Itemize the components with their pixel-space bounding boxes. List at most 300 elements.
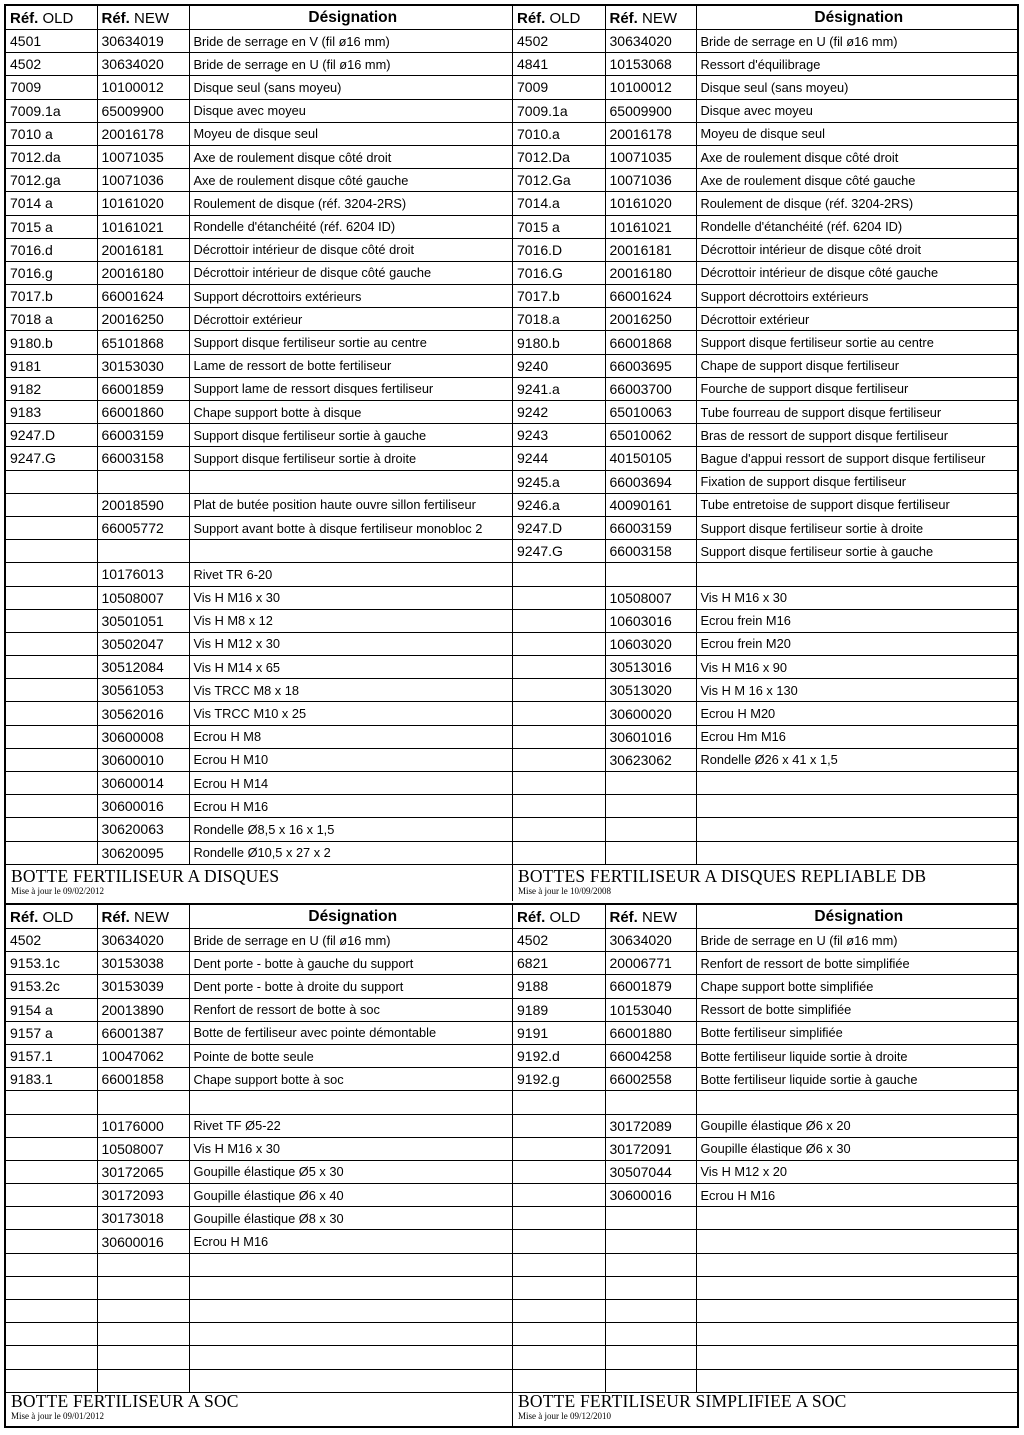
table-row — [513, 1253, 1017, 1276]
table-row — [513, 1300, 1017, 1323]
designation-cell: Chape support botte à soc — [189, 1068, 512, 1091]
table-row — [6, 632, 512, 655]
ref-new-cell: 66001860 — [97, 401, 189, 424]
ref-old-cell — [6, 702, 97, 725]
designation-cell: Ecrou frein M20 — [696, 632, 1017, 655]
designation-cell: Décrottoir intérieur de disque côté gauche — [696, 261, 1017, 284]
ref-new-cell: 30634020 — [97, 929, 189, 952]
ref-old-cell: 4501 — [6, 30, 97, 53]
table-row — [6, 1184, 512, 1207]
ref-old-cell: 9182 — [6, 377, 97, 400]
ref-old-cell — [6, 1230, 97, 1253]
table-row — [6, 1091, 512, 1114]
ref-old-cell: 7012.Da — [513, 145, 605, 168]
designation-cell: Lame de ressort de botte fertiliseur — [189, 354, 512, 377]
table-row — [6, 424, 512, 447]
designation-cell: Botte fertiliseur liquide sortie à droite — [696, 1044, 1017, 1067]
ref-old-cell: 9153.2c — [6, 975, 97, 998]
panel-footer — [6, 860, 512, 901]
ref-old-cell: 9157.1 — [6, 1044, 97, 1067]
ref-old-cell: 7015 a — [6, 215, 97, 238]
ref-old-cell: 9188 — [513, 975, 605, 998]
ref-old-cell — [6, 1184, 97, 1207]
table-row — [6, 377, 512, 400]
ref-new-cell: 30562016 — [97, 702, 189, 725]
ref-old-cell — [513, 586, 605, 609]
panel-botte-soc — [6, 903, 513, 1426]
ref-old-cell — [6, 725, 97, 748]
panel-title: BOTTE FERTILISEUR SIMPLIFIEE A SOC — [518, 1391, 847, 1411]
table-row — [6, 145, 512, 168]
designation-cell: Vis TRCC M8 x 18 — [189, 679, 512, 702]
ref-new-cell — [97, 1276, 189, 1299]
ref-new-cell: 66002558 — [605, 1068, 696, 1091]
table-row — [6, 1114, 512, 1137]
ref-new-cell: 10161020 — [97, 192, 189, 215]
designation-cell: Ecrou H M14 — [189, 772, 512, 795]
designation-cell: Axe de roulement disque côté gauche — [696, 169, 1017, 192]
designation-cell: Tube fourreau de support disque fertiliseur — [696, 401, 1017, 424]
ref-new-cell — [605, 1323, 696, 1346]
ref-new-header — [605, 6, 696, 30]
header-row — [513, 6, 1017, 30]
header-row — [513, 905, 1017, 929]
ref-old-cell: 7016.d — [6, 238, 97, 261]
table-row — [6, 76, 512, 99]
ref-old-cell: 4502 — [513, 30, 605, 53]
ref-new-cell: 30600016 — [605, 1184, 696, 1207]
ref-new-cell: 30172091 — [605, 1137, 696, 1160]
ref-new-cell: 10508007 — [97, 1137, 189, 1160]
designation-cell: Ecrou H M10 — [189, 748, 512, 771]
table-row — [6, 30, 512, 53]
designation-cell: Bride de serrage en U (fil ø16 mm) — [696, 30, 1017, 53]
ref-suffix: NEW — [642, 908, 678, 926]
ref-new-cell: 10603020 — [605, 632, 696, 655]
ref-new-cell: 30513016 — [605, 656, 696, 679]
header-row — [6, 905, 512, 929]
designation-cell: Support disque fertiliseur sortie au centre — [696, 331, 1017, 354]
table-row — [6, 772, 512, 795]
ref-old-cell: 4502 — [6, 53, 97, 76]
designation-cell — [189, 1323, 512, 1346]
designation-cell: Décrottoir intérieur de disque côté droit — [189, 238, 512, 261]
ref-new-cell: 10100012 — [97, 76, 189, 99]
table-row — [513, 952, 1017, 975]
ref-new-cell — [97, 1300, 189, 1323]
designation-cell — [696, 1230, 1017, 1253]
table-row — [6, 169, 512, 192]
ref-old-cell — [513, 702, 605, 725]
designation-header: Désignation — [696, 905, 1017, 929]
designation-cell: Support décrottoirs extérieurs — [189, 285, 512, 308]
ref-old-cell: 9247.D — [513, 516, 605, 539]
ref-new-cell: 10071036 — [97, 169, 189, 192]
table-row — [6, 656, 512, 679]
designation-cell: Goupille élastique Ø6 x 20 — [696, 1114, 1017, 1137]
ref-old-cell: 7017.b — [6, 285, 97, 308]
designation-cell: Ecrou H M20 — [696, 702, 1017, 725]
ref-old-cell — [513, 656, 605, 679]
ref-old-cell — [6, 470, 97, 493]
panel-botte-disques — [6, 6, 513, 901]
table-row — [513, 53, 1017, 76]
ref-label: Réf. — [10, 9, 39, 27]
table-row — [513, 30, 1017, 53]
designation-cell — [696, 818, 1017, 841]
table-row — [6, 331, 512, 354]
table-row — [513, 285, 1017, 308]
table-row — [6, 447, 512, 470]
designation-cell: Rivet TF Ø5-22 — [189, 1114, 512, 1137]
designation-cell — [696, 1346, 1017, 1369]
table-row — [513, 424, 1017, 447]
designation-cell: Dent porte - botte à droite du support — [189, 975, 512, 998]
designation-cell: Disque avec moyeu — [189, 99, 512, 122]
designation-cell: Bride de serrage en U (fil ø16 mm) — [696, 929, 1017, 952]
ref-old-cell: 7012.da — [6, 145, 97, 168]
ref-new-cell: 30620095 — [97, 841, 189, 864]
ref-old-header — [513, 905, 605, 929]
ref-new-cell: 30600016 — [97, 1230, 189, 1253]
table-row — [6, 702, 512, 725]
ref-new-cell — [97, 1323, 189, 1346]
ref-old-cell: 7012.Ga — [513, 169, 605, 192]
designation-cell: Disque avec moyeu — [696, 99, 1017, 122]
ref-new-header — [97, 6, 189, 30]
ref-suffix: OLD — [42, 9, 74, 27]
ref-old-cell: 9247.D — [6, 424, 97, 447]
ref-new-cell: 20013890 — [97, 998, 189, 1021]
ref-old-cell: 7016.g — [6, 261, 97, 284]
ref-old-cell — [513, 1276, 605, 1299]
ref-new-cell: 40090161 — [605, 493, 696, 516]
designation-cell: Vis H M16 x 90 — [696, 656, 1017, 679]
ref-new-cell: 10071035 — [97, 145, 189, 168]
ref-old-cell: 9247.G — [6, 447, 97, 470]
table-row — [6, 308, 512, 331]
designation-cell: Goupille élastique Ø6 x 40 — [189, 1184, 512, 1207]
ref-new-cell — [97, 540, 189, 563]
table-row — [6, 99, 512, 122]
ref-old-cell: 9192.g — [513, 1068, 605, 1091]
designation-cell: Bride de serrage en U (fil ø16 mm) — [189, 53, 512, 76]
table-row — [513, 725, 1017, 748]
ref-old-cell: 6821 — [513, 952, 605, 975]
ref-new-cell: 20016181 — [97, 238, 189, 261]
ref-new-cell: 66003158 — [97, 447, 189, 470]
table-row — [6, 929, 512, 952]
ref-old-cell — [6, 493, 97, 516]
ref-old-cell: 9192.d — [513, 1044, 605, 1067]
ref-new-cell — [605, 1230, 696, 1253]
ref-new-cell: 66001879 — [605, 975, 696, 998]
ref-old-cell: 7014 a — [6, 192, 97, 215]
table-row — [513, 795, 1017, 818]
ref-new-cell — [605, 1300, 696, 1323]
ref-new-cell — [605, 1091, 696, 1114]
designation-cell: Rivet TR 6-20 — [189, 563, 512, 586]
ref-old-cell — [6, 1346, 97, 1369]
ref-new-cell: 30172065 — [97, 1160, 189, 1183]
ref-old-cell — [6, 679, 97, 702]
designation-header: Désignation — [696, 6, 1017, 30]
designation-cell: Vis H M14 x 65 — [189, 656, 512, 679]
ref-new-cell — [97, 1091, 189, 1114]
ref-old-cell: 9245.a — [513, 470, 605, 493]
designation-cell: Goupille élastique Ø6 x 30 — [696, 1137, 1017, 1160]
table-row — [6, 1044, 512, 1067]
designation-cell: Ecrou H M16 — [696, 1184, 1017, 1207]
ref-new-cell: 10508007 — [605, 586, 696, 609]
designation-cell: Roulement de disque (réf. 3204-2RS) — [189, 192, 512, 215]
designation-cell: Bras de ressort de support disque fertiliseur — [696, 424, 1017, 447]
table-row — [6, 238, 512, 261]
panel-footer — [513, 1385, 1017, 1426]
designation-cell: Disque seul (sans moyeu) — [696, 76, 1017, 99]
ref-old-header — [6, 6, 97, 30]
update-date: Mise à jour le 10/09/2008 — [518, 886, 611, 896]
designation-cell: Bride de serrage en V (fil ø16 mm) — [189, 30, 512, 53]
table-row — [513, 1184, 1017, 1207]
ref-old-cell — [513, 1230, 605, 1253]
ref-old-cell — [6, 609, 97, 632]
table-row — [513, 516, 1017, 539]
ref-new-cell: 30600008 — [97, 725, 189, 748]
ref-new-cell: 30600016 — [97, 795, 189, 818]
ref-new-cell: 20016250 — [97, 308, 189, 331]
ref-new-cell — [605, 772, 696, 795]
table-row — [6, 679, 512, 702]
table-row — [6, 975, 512, 998]
designation-cell — [696, 1207, 1017, 1230]
designation-cell: Botte fertiliseur liquide sortie à gauche — [696, 1068, 1017, 1091]
ref-new-cell: 66001868 — [605, 331, 696, 354]
ref-new-cell: 20016250 — [605, 308, 696, 331]
ref-new-cell: 30153030 — [97, 354, 189, 377]
designation-cell: Vis H M12 x 30 — [189, 632, 512, 655]
table-row — [6, 609, 512, 632]
ref-old-cell: 4841 — [513, 53, 605, 76]
designation-cell: Goupille élastique Ø5 x 30 — [189, 1160, 512, 1183]
table-row — [6, 586, 512, 609]
ref-new-cell: 10161021 — [605, 215, 696, 238]
designation-cell: Support disque fertiliseur sortie à gauche — [189, 424, 512, 447]
ref-new-cell: 30600010 — [97, 748, 189, 771]
ref-old-cell: 7010 a — [6, 122, 97, 145]
panel-footer — [6, 1385, 512, 1426]
ref-old-cell — [513, 1091, 605, 1114]
ref-old-cell: 9189 — [513, 998, 605, 1021]
ref-old-cell — [6, 1323, 97, 1346]
ref-new-cell: 66003159 — [605, 516, 696, 539]
designation-cell — [696, 795, 1017, 818]
table-row — [513, 818, 1017, 841]
ref-old-cell: 7009 — [513, 76, 605, 99]
designation-cell — [696, 563, 1017, 586]
table-row — [513, 261, 1017, 284]
ref-old-cell: 9191 — [513, 1021, 605, 1044]
table-row — [6, 1137, 512, 1160]
ref-old-cell: 7017.b — [513, 285, 605, 308]
ref-new-cell: 65009900 — [97, 99, 189, 122]
table-row — [513, 1091, 1017, 1114]
ref-old-cell: 9180.b — [513, 331, 605, 354]
ref-old-cell: 9244 — [513, 447, 605, 470]
table-row — [6, 354, 512, 377]
ref-new-cell: 66001624 — [605, 285, 696, 308]
ref-new-cell — [97, 1346, 189, 1369]
ref-old-cell: 9181 — [6, 354, 97, 377]
ref-new-cell: 10153068 — [605, 53, 696, 76]
designation-cell: Décrottoir extérieur — [189, 308, 512, 331]
ref-suffix: OLD — [549, 908, 581, 926]
ref-new-cell: 10100012 — [605, 76, 696, 99]
ref-new-cell: 30153038 — [97, 952, 189, 975]
designation-cell: Disque seul (sans moyeu) — [189, 76, 512, 99]
ref-old-cell — [6, 818, 97, 841]
ref-new-cell: 30172093 — [97, 1184, 189, 1207]
table-row — [513, 1137, 1017, 1160]
table-row — [6, 1276, 512, 1299]
ref-new-cell: 66001859 — [97, 377, 189, 400]
ref-new-cell — [605, 1346, 696, 1369]
table-row — [513, 238, 1017, 261]
ref-old-cell: 9183 — [6, 401, 97, 424]
designation-cell: Moyeu de disque seul — [189, 122, 512, 145]
designation-cell: Renfort de ressort de botte simplifiée — [696, 952, 1017, 975]
ref-old-cell: 7009.1a — [513, 99, 605, 122]
ref-old-cell: 7012.ga — [6, 169, 97, 192]
designation-cell — [696, 1276, 1017, 1299]
ref-old-cell: 9241.a — [513, 377, 605, 400]
table-row — [513, 609, 1017, 632]
table-row — [513, 1044, 1017, 1067]
table-row — [6, 1068, 512, 1091]
ref-old-cell — [513, 725, 605, 748]
update-date: Mise à jour le 09/02/2012 — [11, 886, 104, 896]
ref-old-cell — [6, 1091, 97, 1114]
designation-cell — [189, 540, 512, 563]
table-row — [513, 1346, 1017, 1369]
designation-cell: Ressort de botte simplifiée — [696, 998, 1017, 1021]
ref-old-cell — [513, 748, 605, 771]
parts-sheet — [4, 4, 1019, 1428]
ref-old-cell — [513, 632, 605, 655]
ref-old-cell: 7009 — [6, 76, 97, 99]
panel-botte-simplifiee-soc — [513, 903, 1017, 1426]
ref-new-cell: 66001387 — [97, 1021, 189, 1044]
designation-cell — [189, 1253, 512, 1276]
parts-table — [6, 6, 512, 865]
ref-new-cell: 30561053 — [97, 679, 189, 702]
ref-suffix: NEW — [134, 908, 170, 926]
ref-new-cell — [97, 470, 189, 493]
designation-cell: Support avant botte à disque fertiliseur monobloc 2 — [189, 516, 512, 539]
designation-cell: Ecrou H M16 — [189, 1230, 512, 1253]
ref-new-cell: 20016178 — [605, 122, 696, 145]
ref-suffix: OLD — [549, 9, 581, 27]
ref-old-cell: 7018 a — [6, 308, 97, 331]
table-row — [6, 952, 512, 975]
ref-old-header — [513, 6, 605, 30]
ref-new-cell — [605, 818, 696, 841]
table-row — [513, 929, 1017, 952]
ref-new-cell: 66005772 — [97, 516, 189, 539]
ref-label: Réf. — [609, 908, 638, 926]
table-row — [513, 748, 1017, 771]
ref-old-cell — [513, 609, 605, 632]
ref-old-cell: 7018.a — [513, 308, 605, 331]
designation-cell: Chape de support disque fertiliseur — [696, 354, 1017, 377]
ref-suffix: NEW — [642, 9, 678, 27]
designation-header: Désignation — [189, 905, 512, 929]
designation-cell: Vis H M16 x 30 — [189, 586, 512, 609]
ref-new-cell: 10176000 — [97, 1114, 189, 1137]
designation-cell: Décrottoir intérieur de disque côté gauche — [189, 261, 512, 284]
table-row — [513, 99, 1017, 122]
ref-label: Réf. — [517, 9, 546, 27]
ref-old-cell — [513, 679, 605, 702]
ref-old-cell — [513, 795, 605, 818]
ref-old-cell: 7010.a — [513, 122, 605, 145]
ref-old-cell: 9243 — [513, 424, 605, 447]
table-row — [513, 1160, 1017, 1183]
parts-table — [6, 905, 512, 1393]
ref-new-cell — [605, 1253, 696, 1276]
ref-old-cell: 7009.1a — [6, 99, 97, 122]
ref-new-cell: 20016178 — [97, 122, 189, 145]
table-row — [513, 145, 1017, 168]
table-row — [513, 702, 1017, 725]
designation-cell: Ecrou H M16 — [189, 795, 512, 818]
designation-cell: Chape support botte simplifiée — [696, 975, 1017, 998]
ref-label: Réf. — [10, 908, 39, 926]
table-row — [6, 818, 512, 841]
ref-old-cell — [513, 563, 605, 586]
designation-cell: Fourche de support disque fertiliseur — [696, 377, 1017, 400]
table-row — [6, 122, 512, 145]
table-row — [6, 215, 512, 238]
ref-old-cell — [513, 1253, 605, 1276]
ref-new-cell: 40150105 — [605, 447, 696, 470]
ref-new-cell: 20016181 — [605, 238, 696, 261]
ref-old-cell — [513, 818, 605, 841]
designation-cell — [696, 1253, 1017, 1276]
designation-cell — [696, 1091, 1017, 1114]
table-row — [513, 76, 1017, 99]
designation-cell — [696, 1323, 1017, 1346]
ref-old-cell — [6, 632, 97, 655]
ref-old-cell — [513, 1184, 605, 1207]
designation-cell: Botte de fertiliseur avec pointe démontable — [189, 1021, 512, 1044]
table-row — [513, 540, 1017, 563]
ref-old-cell: 9180.b — [6, 331, 97, 354]
designation-cell — [696, 1300, 1017, 1323]
ref-old-cell — [513, 1160, 605, 1183]
designation-cell: Axe de roulement disque côté gauche — [189, 169, 512, 192]
table-row — [513, 192, 1017, 215]
ref-new-cell: 30153039 — [97, 975, 189, 998]
ref-old-cell — [513, 1137, 605, 1160]
ref-new-cell: 10176013 — [97, 563, 189, 586]
table-row — [513, 656, 1017, 679]
ref-new-cell: 30512084 — [97, 656, 189, 679]
designation-cell: Ecrou frein M16 — [696, 609, 1017, 632]
ref-old-cell: 7016.D — [513, 238, 605, 261]
table-row — [6, 1230, 512, 1253]
update-date: Mise à jour le 09/12/2010 — [518, 1411, 611, 1421]
